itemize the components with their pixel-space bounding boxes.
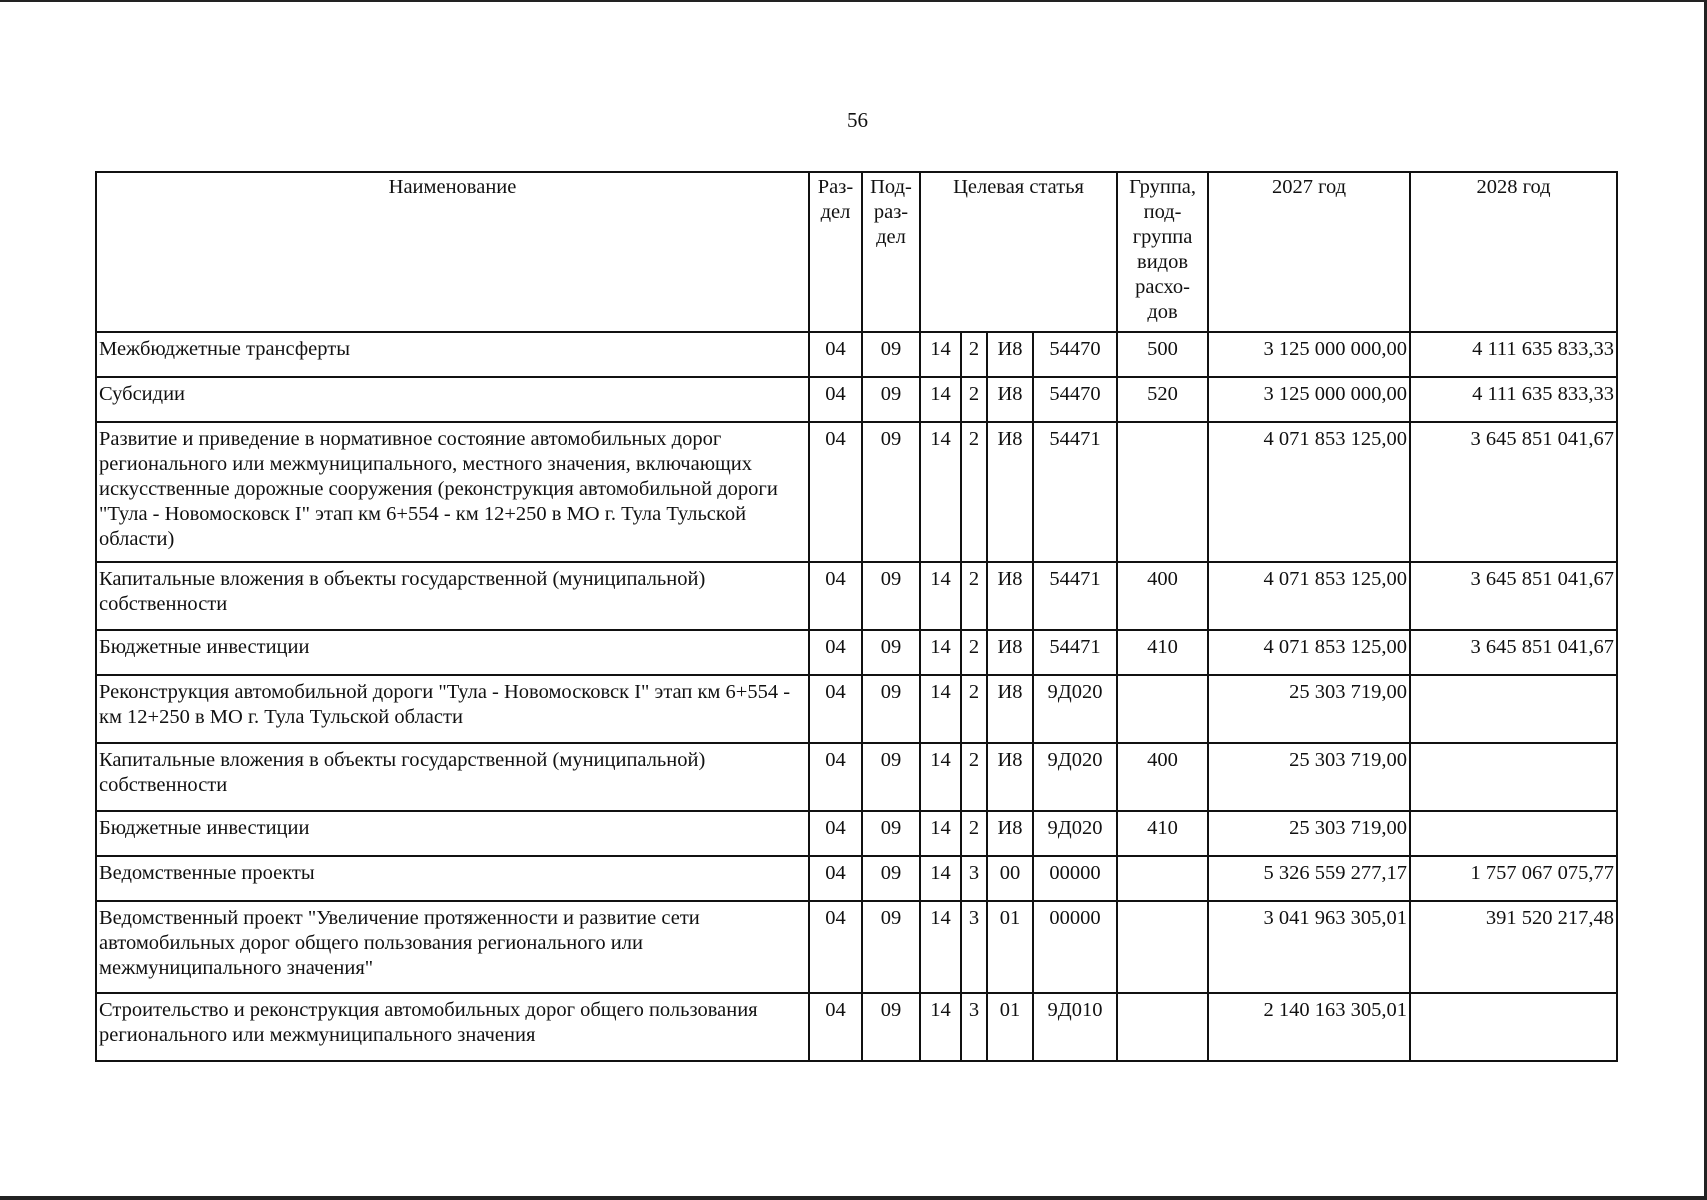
cell-2027: 5 326 559 277,17	[1208, 856, 1410, 901]
cell-cs-direction: 54470	[1033, 377, 1117, 422]
table-row	[96, 856, 1617, 901]
cell-name: Бюджетные инвестиции	[96, 811, 809, 856]
cell-podrazdel: 09	[862, 743, 920, 811]
cell-2027: 4 071 853 125,00	[1208, 562, 1410, 630]
table-row	[96, 630, 1617, 675]
cell-cs-project: И8	[987, 562, 1033, 630]
cell-podrazdel: 09	[862, 562, 920, 630]
cell-razdel: 04	[809, 901, 862, 993]
cell-name: Ведомственный проект "Увеличение протяженности и развитие сети автомобильных дорог общего пользования регионального или межмуниципального значения"	[96, 901, 809, 993]
cell-cs-type: 3	[961, 993, 987, 1061]
cell-gruppa	[1117, 856, 1208, 901]
table-row	[96, 562, 1617, 630]
cell-gruppa: 400	[1117, 743, 1208, 811]
cell-cs-type: 3	[961, 856, 987, 901]
cell-cs-type: 2	[961, 422, 987, 562]
cell-name: Реконструкция автомобильной дороги "Тула - Новомосковск I" этап км 6+554 - км 12+250 в МО г. Тула Тульской области	[96, 675, 809, 743]
header-year-2027: 2027 год	[1208, 172, 1410, 332]
cell-razdel: 04	[809, 675, 862, 743]
cell-gruppa	[1117, 901, 1208, 993]
cell-razdel: 04	[809, 856, 862, 901]
cell-gruppa	[1117, 675, 1208, 743]
cell-podrazdel: 09	[862, 630, 920, 675]
cell-podrazdel: 09	[862, 856, 920, 901]
cell-gruppa: 520	[1117, 377, 1208, 422]
cell-2028	[1410, 993, 1617, 1061]
cell-2028: 391 520 217,48	[1410, 901, 1617, 993]
cell-2027: 4 071 853 125,00	[1208, 630, 1410, 675]
scan-edge-bottom	[0, 1196, 1707, 1200]
cell-razdel: 04	[809, 562, 862, 630]
cell-2027: 3 125 000 000,00	[1208, 377, 1410, 422]
cell-2027: 3 125 000 000,00	[1208, 332, 1410, 377]
budget-table	[95, 171, 1618, 1062]
cell-cs-program: 14	[920, 811, 961, 856]
cell-cs-program: 14	[920, 422, 961, 562]
cell-cs-project: 01	[987, 993, 1033, 1061]
cell-2027: 2 140 163 305,01	[1208, 993, 1410, 1061]
cell-2028: 1 757 067 075,77	[1410, 856, 1617, 901]
cell-name: Капитальные вложения в объекты государственной (муниципальной) собственности	[96, 562, 809, 630]
cell-gruppa: 410	[1117, 811, 1208, 856]
cell-name: Капитальные вложения в объекты государственной (муниципальной) собственности	[96, 743, 809, 811]
cell-cs-type: 3	[961, 901, 987, 993]
cell-name: Субсидии	[96, 377, 809, 422]
cell-cs-program: 14	[920, 562, 961, 630]
header-razdel: Раз- дел	[809, 172, 862, 332]
cell-cs-program: 14	[920, 630, 961, 675]
cell-cs-program: 14	[920, 901, 961, 993]
cell-razdel: 04	[809, 332, 862, 377]
header-podrazdel: Под- раз- дел	[862, 172, 920, 332]
table-row	[96, 993, 1617, 1061]
cell-cs-program: 14	[920, 675, 961, 743]
cell-cs-project: 01	[987, 901, 1033, 993]
header-year-2028: 2028 год	[1410, 172, 1617, 332]
cell-name: Бюджетные инвестиции	[96, 630, 809, 675]
cell-cs-direction: 9Д010	[1033, 993, 1117, 1061]
cell-cs-direction: 00000	[1033, 901, 1117, 993]
cell-cs-direction: 54471	[1033, 422, 1117, 562]
table-body	[96, 332, 1617, 1061]
cell-razdel: 04	[809, 377, 862, 422]
cell-cs-direction: 54470	[1033, 332, 1117, 377]
cell-cs-project: И8	[987, 422, 1033, 562]
table-row	[96, 675, 1617, 743]
page-number: 56	[847, 108, 868, 132]
cell-2027: 25 303 719,00	[1208, 675, 1410, 743]
cell-cs-program: 14	[920, 856, 961, 901]
cell-cs-project: И8	[987, 332, 1033, 377]
cell-cs-project: И8	[987, 743, 1033, 811]
cell-gruppa: 500	[1117, 332, 1208, 377]
cell-razdel: 04	[809, 811, 862, 856]
cell-cs-project: И8	[987, 630, 1033, 675]
cell-gruppa: 400	[1117, 562, 1208, 630]
cell-name: Развитие и приведение в нормативное состояние автомобильных дорог регионального или межмуниципального, местного значения, включающих искусственные дорожные сооружения (реконструкция автомобильной дороги "Тула - Новомосковск I" этап км 6+554 - км 12+250 в МО г. Тула Тульской области)	[96, 422, 809, 562]
cell-razdel: 04	[809, 993, 862, 1061]
cell-cs-project: И8	[987, 675, 1033, 743]
cell-podrazdel: 09	[862, 675, 920, 743]
cell-cs-type: 2	[961, 562, 987, 630]
table-row	[96, 811, 1617, 856]
cell-cs-project: И8	[987, 377, 1033, 422]
table-row	[96, 377, 1617, 422]
cell-cs-type: 2	[961, 811, 987, 856]
header-celevaya-statya: Целевая статья	[920, 172, 1117, 332]
cell-cs-direction: 54471	[1033, 630, 1117, 675]
cell-2027: 3 041 963 305,01	[1208, 901, 1410, 993]
cell-podrazdel: 09	[862, 332, 920, 377]
cell-2028: 3 645 851 041,67	[1410, 422, 1617, 562]
cell-razdel: 04	[809, 422, 862, 562]
header-gruppa: Группа, под- группа видов расхо- дов	[1117, 172, 1208, 332]
cell-2028: 3 645 851 041,67	[1410, 562, 1617, 630]
cell-cs-direction: 9Д020	[1033, 743, 1117, 811]
cell-podrazdel: 09	[862, 377, 920, 422]
cell-2028	[1410, 811, 1617, 856]
cell-2028	[1410, 743, 1617, 811]
cell-name: Строительство и реконструкция автомобильных дорог общего пользования регионального или межмуниципального значения	[96, 993, 809, 1061]
cell-cs-project: 00	[987, 856, 1033, 901]
cell-cs-type: 2	[961, 743, 987, 811]
cell-cs-program: 14	[920, 993, 961, 1061]
table-row	[96, 422, 1617, 562]
cell-cs-type: 2	[961, 630, 987, 675]
cell-cs-program: 14	[920, 332, 961, 377]
cell-2027: 25 303 719,00	[1208, 811, 1410, 856]
table-row	[96, 332, 1617, 377]
cell-podrazdel: 09	[862, 993, 920, 1061]
cell-cs-direction: 00000	[1033, 856, 1117, 901]
cell-2027: 25 303 719,00	[1208, 743, 1410, 811]
cell-2028	[1410, 675, 1617, 743]
cell-cs-program: 14	[920, 377, 961, 422]
cell-cs-direction: 54471	[1033, 562, 1117, 630]
table-row	[96, 743, 1617, 811]
cell-cs-direction: 9Д020	[1033, 811, 1117, 856]
cell-name: Межбюджетные трансферты	[96, 332, 809, 377]
header-name: Наименование	[96, 172, 809, 332]
cell-cs-type: 2	[961, 332, 987, 377]
cell-gruppa: 410	[1117, 630, 1208, 675]
cell-gruppa	[1117, 422, 1208, 562]
cell-gruppa	[1117, 993, 1208, 1061]
table-row	[96, 901, 1617, 993]
cell-2028: 3 645 851 041,67	[1410, 630, 1617, 675]
cell-podrazdel: 09	[862, 811, 920, 856]
cell-podrazdel: 09	[862, 901, 920, 993]
scan-edge-top	[0, 0, 1707, 2]
cell-2028: 4 111 635 833,33	[1410, 332, 1617, 377]
cell-cs-direction: 9Д020	[1033, 675, 1117, 743]
cell-cs-type: 2	[961, 675, 987, 743]
cell-cs-project: И8	[987, 811, 1033, 856]
cell-cs-type: 2	[961, 377, 987, 422]
header-row	[96, 172, 1617, 332]
cell-podrazdel: 09	[862, 422, 920, 562]
cell-2028: 4 111 635 833,33	[1410, 377, 1617, 422]
cell-razdel: 04	[809, 743, 862, 811]
cell-razdel: 04	[809, 630, 862, 675]
cell-cs-program: 14	[920, 743, 961, 811]
cell-name: Ведомственные проекты	[96, 856, 809, 901]
cell-2027: 4 071 853 125,00	[1208, 422, 1410, 562]
